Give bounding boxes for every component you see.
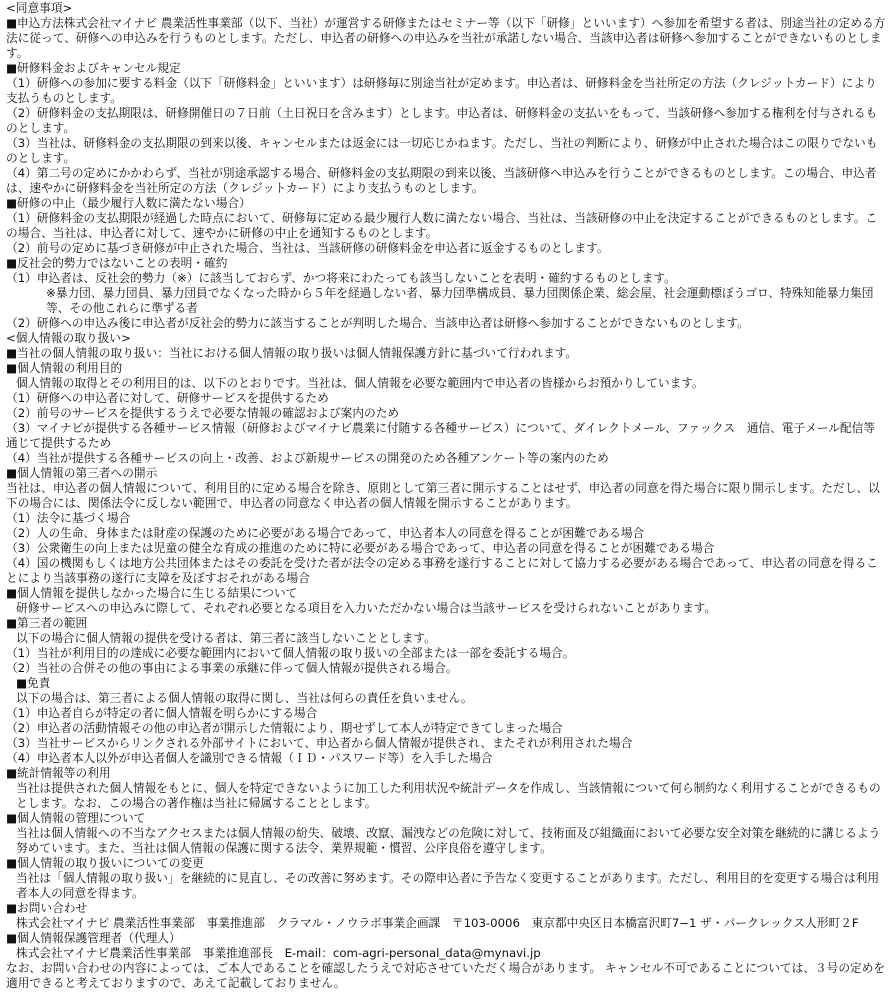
document-line: （4）第二号の定めにかかわらず、当社が別途承認する場合、研修料金の支払期限の到来以後、当該研修へ申込みを行うことができるものとします。この場合、申込者は、速やかに研修料金を当社所定の方法（クレジットカード）により支払うものとします。 bbox=[6, 166, 877, 195]
document-line: （2）研修料金の支払期限は、研修開催日の７日前（土日祝日を含みます）とします。申込者は、研修料金の支払いをもって、当該研修へ参加する権利を付与されるものとします。 bbox=[6, 106, 878, 135]
document-line: 当社は提供された個人情報をもとに、個人を特定できないように加工した利用状況や統計データを作成し、当該情報について何ら制約なく利用することができるものとします。なお、この場合の著作権は当社に帰属することとします。 bbox=[16, 781, 881, 810]
document-line: ■研修の中止（最少履行人数に満たない場合） bbox=[6, 196, 251, 210]
document-line: 当社は「個人情報の取り扱い」を継続的に見直し、その改善に努めます。その際申込者に予告なく変更することがあります。ただし、利用目的を変更する場合は利用者本人の同意を得ます。 bbox=[16, 871, 880, 900]
document-line: ■個人情報の第三者への開示 bbox=[6, 466, 158, 480]
document-line: （3）マイナビが提供する各種サービス情報（研修およびマイナビ農業に付随する各種サービス）について、ダイレクトメール、ファックス 通信、電子メール配信等通じて提供するため bbox=[6, 421, 876, 450]
document-line: （2）研修への申込み後に申込者が反社会的勢力に該当することが判明した場合、当該申込者は研修へ参加することができないものとします。 bbox=[6, 316, 749, 330]
document-line: ■研修料金およびキャンセル規定 bbox=[6, 61, 181, 75]
document-line: 株式会社マイナビ農業活性事業部 事業推進部長 E-mail：com-agri-personal_data@mynavi.jp bbox=[16, 946, 541, 960]
document-line: ■反社会的勢力ではないことの表明・確約 bbox=[6, 256, 228, 270]
document-line: （3）公衆衛生の向上または児童の健全な育成の推進のために特に必要がある場合であって、申込者の同意を得ることが困難である場合 bbox=[6, 541, 715, 555]
document-line: 研修サービスへの申込みに際して、それぞれ必要となる項目を入力いただかない場合は当該サービスを受けられないことがあります。 bbox=[16, 601, 717, 615]
document-line: （2）申込者の活動情報その他の申込者が開示した情報により、期せずして本人が特定できてしまった場合 bbox=[6, 721, 563, 735]
document-line: ■当社の個人情報の取り扱い：当社における個人情報の取り扱いは個人情報保護方針に基づいて行われます。 bbox=[6, 346, 578, 360]
document-line: （2）前号の定めに基づき研修が中止された場合、当社は、当該研修の研修料金を申込者に返金するものとします。 bbox=[6, 241, 609, 255]
document-line: ■個人情報の管理について bbox=[6, 811, 146, 825]
document-line: （1）研修への申込者に対して、研修サービスを提供するため bbox=[6, 391, 329, 405]
document-line: ■免責 bbox=[16, 676, 51, 690]
document-line: <個人情報の取り扱い> bbox=[6, 331, 131, 345]
document-line: なお、お問い合わせの内容によっては、ご本人であることを確認したうえで対応させていただく場合があります。 キャンセル不可であることについては、３号の定めを適用できると考えておりますので、あえて記載しておりません。 bbox=[6, 961, 886, 990]
document-line: ■申込方法株式会社マイナビ 農業活性事業部（以下、当社）が運営する研修またはセミナー等（以下「研修」といいます）へ参加を希望する者は、別途当社の定める方法に従って、研修への申込みを行うものとします。ただし、申込者の研修への申込みを当社が承諾しない場合、当該申込者は研修へ参加することができないものとします。 bbox=[6, 16, 886, 60]
document-line: （1）申込者自らが特定の者に個人情報を明らかにする場合 bbox=[6, 706, 318, 720]
document-line: 以下の場合に個人情報の提供を受ける者は、第三者に該当しないこととします。 bbox=[16, 631, 436, 645]
document-line: （2）当社の合併その他の事由による事業の承継に伴って個人情報が提供される場合。 bbox=[6, 661, 458, 675]
document-line: （1）申込者は、反社会的勢力（※）に該当しておらず、かつ将来にわたっても該当しないことを表明・確約するものとします。 bbox=[6, 271, 676, 285]
document-line: （2）人の生命、身体または財産の保護のために必要がある場合であって、申込者本人の同意を得ることが困難である場合 bbox=[6, 526, 645, 540]
document-line: （4）国の機関もしくは地方公共団体またはその委託を受けた者が法令の定める事務を遂行することに対して協力する必要がある場合であって、申込者の同意を得ることにより当該事務の遂行に支障を及ぼすおそれがある場合 bbox=[6, 556, 878, 585]
document-line: （4）当社が提供する各種サービスの向上・改善、および新規サービスの開発のため各種アンケート等の案内のため bbox=[6, 451, 609, 465]
document-line: （1）法令に基づく場合 bbox=[6, 511, 131, 525]
document-line: （2）前号のサービスを提供するうえで必要な情報の確認および案内のため bbox=[6, 406, 400, 420]
document-line: ■お問い合わせ bbox=[6, 901, 88, 915]
document-line: （4）申込者本人以外が申込者個人を識別できる情報（ＩＤ・パスワード等）を入手した場合 bbox=[6, 751, 493, 765]
document-line: （1）研修への参加に要する料金（以下「研修料金」といいます）は研修毎に別途当社が定めます。申込者は、研修料金を当社所定の方法（クレジットカード）により支払うものとします。 bbox=[6, 76, 877, 105]
document-line: 当社は個人情報への不当なアクセスまたは個人情報の紛失、破壊、改竄、漏洩などの危険に対して、技術面及び組織面において必要な安全対策を継続的に講じるよう努めています。また、当社は個人情報の保護に関する法令、業界規範・慣習、公序良俗を遵守します。 bbox=[16, 826, 881, 855]
document-line: ■統計情報等の利用 bbox=[6, 766, 111, 780]
document-line: 株式会社マイナビ 農業活性事業部 事業推進部 クラマル・ノウラボ事業企画課 〒103-0006 東京都中央区日本橋富沢町7−1 ザ・パークレックス人形町２F bbox=[16, 916, 859, 930]
document-line: （3）当社サービスからリンクされる外部サイトにおいて、申込者から個人情報が提供され、またそれが利用された場合 bbox=[6, 736, 633, 750]
document-line: ■個人情報を提供しなかった場合に生じる結果について bbox=[6, 586, 298, 600]
document-line: （1）研修料金の支払期限が経過した時点において、研修毎に定める最少履行人数に満たない場合、当社は、当該研修の中止を決定することができるものとします。この場合、当社は、申込者に対して、速やかに研修の中止を通知するものとします。 bbox=[6, 211, 878, 240]
document-line: ■第三者の範囲 bbox=[6, 616, 88, 630]
document-line: （1）当社が利用目的の達成に必要な範囲内において個人情報の取り扱いの全部または一部を委託する場合。 bbox=[6, 646, 575, 660]
document-line: <同意事項> bbox=[6, 1, 73, 15]
document-line: ■個人情報の取り扱いについての変更 bbox=[6, 856, 204, 870]
document-line: 当社は、申込者の個人情報について、利用目的に定める場合を除き、原則として第三者に開示することはせず、申込者の同意を得た場合に限り開示します。ただし、以下の場合には、関係法令に反しない範囲で、申込者の同意なく申込者の個人情報を開示することがあります。 bbox=[6, 481, 880, 510]
document-line: 個人情報の取得とその利用目的は、以下のとおりです。当社は、個人情報を必要な範囲内で申込者の皆様からお預かりしています。 bbox=[16, 376, 704, 390]
document-line: 以下の場合は、第三者による個人情報の取得に関し、当社は何らの責任を負いません。 bbox=[16, 691, 473, 705]
document-line: ■個人情報保護管理者（代理人） bbox=[6, 931, 181, 945]
document-line: ※暴力団、暴力団員、暴力団員でなくなった時から５年を経過しない者、暴力団準構成員、暴力団関係企業、総会屋、社会運動標ぼうゴロ、特殊知能暴力集団等、その他これらに準ずる者 bbox=[46, 286, 874, 315]
document-line: ■個人情報の利用目的 bbox=[6, 361, 123, 375]
document-line: （3）当社は、研修料金の支払期限の到来以後、キャンセルまたは返金には一切応じかねます。ただし、当社の判断により、研修が中止された場合はこの限りでないものとします。 bbox=[6, 136, 878, 165]
